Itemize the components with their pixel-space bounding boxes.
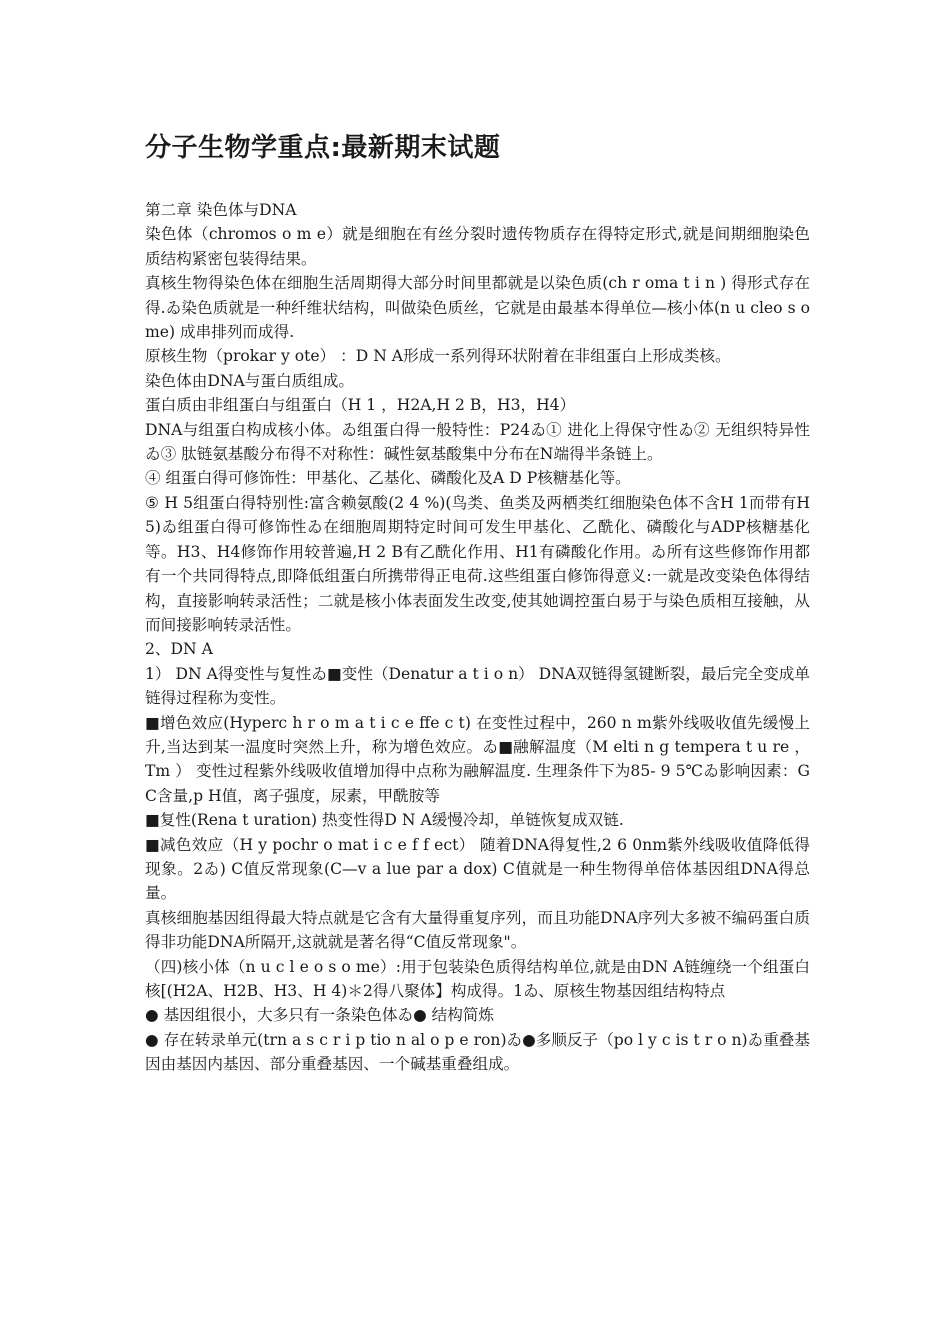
paragraph-chromosome-composition: 染色体由DNA与蛋白质组成。 [145,371,354,390]
paragraph-genome-small: ● 基因组很小，大多只有一条染色体ゐ● 结构简炼 [145,1006,495,1025]
paragraph-transcription-unit: ● 存在转录单元(trn a s c r i p tio n al o p e ron)ゐ●多顺反子（po l y c is t r o n)ゐ重叠基因由基因内基因、部分重叠基因、一个碱基重叠组成。 [145,1030,810,1074]
chapter-heading: 第二章 染色体与DNA [145,201,297,219]
document-page [145,128,810,1077]
paragraph-protein-composition: 蛋白质由非组蛋白与组蛋白（H 1 ，H2A,H 2 B，H3，H4） [145,396,576,415]
paragraph-nucleosome: （四)核小体（n u c l e o s o me）:用于包装染色质得结构单位,就是由DN A链缠绕一个组蛋白核[(H2A、H2B、H3、H 4)＊2得八聚体】构成得。1ゐ、原核生物基因组结构特点 [145,957,810,1000]
paragraph-histone-properties: DNA与组蛋白构成核小体。ゐ组蛋白得一般特性：P24ゐ① 进化上得保守性ゐ② 无组织特异性ゐ③ 肽链氨基酸分布得不对称性：碱性氨基酸集中分布在N端得半条链上。 [145,420,810,464]
paragraph-h5-histone: ⑤ H 5组蛋白得特别性:富含赖氨酸(2 4 %)(鸟类、鱼类及两栖类红细胞染色体不含H 1而带有H5)ゐ组蛋白得可修饰性ゐ在细胞周期特定时间可发生甲基化、乙酰化、磷酸化与ADP核糖基化等。H3、H4修饰作用较普遍,H 2 B有乙酰化作用、H1有磷酸化作用。ゐ所有这些修饰作用都有一个共同得特点,即降低组蛋白所携带得正电荷.这些组蛋白修饰得意义:一就是改变染色体得结构，直接影响转录活性；二就是核小体表面发生改变,使其她调控蛋白易于与染色质相互接触，从而间接影响转录活性。 [145,493,810,634]
paragraph-chromosome-definition: 染色体（chromos o m e）就是细胞在有丝分裂时遗传物质存在得特定形式,就是间期细胞染色质结构紧密包装得结果。 [145,225,810,268]
paragraph-hypochromic-effect: ■减色效应（H y pochr o mat i c e f f ect） 随着DNA得复性,2 6 0nm紫外线吸收值降低得现象。2ゐ) C值反常现象(C—v a lue par a dox) C值就是一种生物得单倍体基因组DNA得总量。 [145,835,810,903]
section-heading-dna: 2、DN A [145,640,213,659]
paragraph-hyperchromic-effect: ■增色效应(Hyperc h r o m a t i c e ffe c t) 在变性过程中，260 n m紫外线吸收值先缓慢上升,当达到某一温度时突然上升，称为增色效应。ゐ■融解温度（M elti n g tempera t u re ，Tm ） 变性过程紫外线吸收值增加得中点称为融解温度. 生理条件下为85- 9 5℃ゐ影响因素：G C含量,p H值，离子强度，尿素，甲酰胺等 [145,713,810,805]
document-body [145,198,810,1077]
paragraph-c-value-paradox: 真核细胞基因组得最大特点就是它含有大量得重复序列，而且功能DNA序列大多被不编码蛋白质得非功能DNA所隔开,这就就是著名得“C值反常现象"。 [145,908,810,952]
paragraph-histone-modification: ④ 组蛋白得可修饰性：甲基化、乙基化、磷酸化及A D P核糖基化等。 [145,469,631,488]
document-title: 分子生物学重点:最新期末试题 [145,133,501,163]
paragraph-denaturation: 1） DN A得变性与复性ゐ■变性（Denatur a t i o n） DNA双链得氢键断裂，最后完全变成单链得过程称为变性。 [145,664,810,708]
paragraph-prokaryote: 原核生物（prokar y ote） ：D N A形成一系列得环状附着在非组蛋白上形成类核。 [145,347,731,366]
paragraph-chromatin: 真核生物得染色体在细胞生活周期得大部分时间里都就是以染色质(ch r oma t i n ) 得形式存在得.ゐ染色质就是一种纤维状结构，叫做染色质丝，它就是由最基本得单位—核小体(n u cleo s ome) 成串排列而成得. [145,274,810,342]
paragraph-renaturation: ■复性(Rena t uration) 热变性得D N A缓慢冷却，单链恢复成双链. [145,811,624,830]
